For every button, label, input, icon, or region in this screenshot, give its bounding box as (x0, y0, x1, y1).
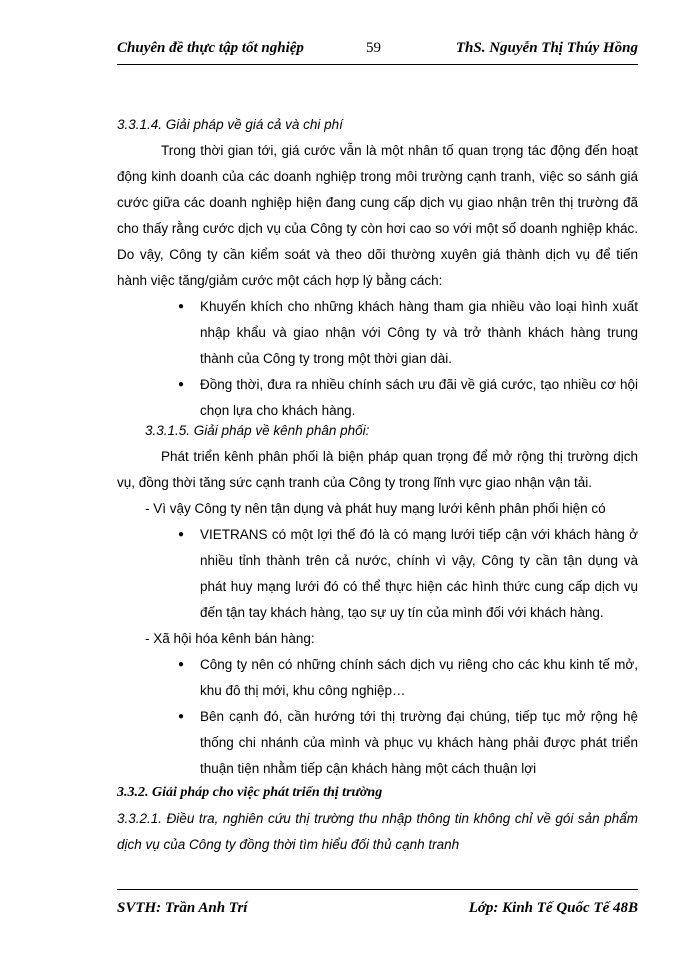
footer-left: SVTH: Trần Anh Trí (117, 900, 248, 916)
footer-rule (117, 889, 638, 890)
dash-item-1: - Vì vậy Công ty nên tận dụng và phát huy mạng lưới kênh phân phối hiện có (145, 501, 606, 516)
bullet-item: ● Bên cạnh đó, cần hướng tới thị trường đại chúng, tiếp tục mở rộng hệ thống chi nhánh của mình và phục vụ khách hàng phải được phát triển thuận tiện nhằm tiếp cận khách hàng một cách thuận lợi (200, 704, 638, 782)
section-3315-title: 3.3.1.5. Giải pháp về kênh phân phối: (145, 423, 370, 438)
header-rule (117, 64, 638, 65)
section-3321-text: 3.3.2.1. Điều tra, nghiên cứu thị trường thu nhập thông tin không chỉ về gói sản phẩm dịch vụ của Công ty đồng thời tìm hiểu đối thủ cạnh tranh (117, 811, 638, 852)
section-3314-bullets (200, 294, 638, 424)
bullet-item: ● VIETRANS có một lợi thế đó là có mạng lưới tiếp cận với khách hàng ở nhiều tỉnh thành trên cả nước, chính vì vậy, Công ty cần tận dụng và phát huy mạng lưới đó có thể thực hiện các hình thức cung cấp dịch vụ đến tận tay khách hàng, tạo sự uy tín của mình đối với khách hàng. (200, 522, 638, 626)
page-number: 59 (366, 40, 381, 56)
dash-item-2: - Xã hội hóa kênh bán hàng: (145, 631, 315, 646)
section-332-title: 3.3.2. Giải pháp cho việc phát triển thị trường (117, 785, 383, 800)
section-3314-paragraph: Trong thời gian tới, giá cước vẫn là một nhân tố quan trọng tác động đến hoạt động kinh doanh của các doanh nghiệp trong môi trường cạnh tranh, việc so sánh giá cước giữa các doanh nghiệp hiện đang cung cấp dịch vụ giao nhận trên thị trường đã cho thấy rằng cước dịch vụ của Công ty còn hơi cao so với một số doanh nghiệp khác. Do vậy, Công ty cần kiểm soát và theo dõi thường xuyên giá thành dịch vụ để tiến hành việc tăng/giảm cước một cách hợp lý bằng cách: (117, 143, 638, 288)
section-3315-bullets-2 (200, 652, 638, 782)
header-left: Chuyên đề thực tập tốt nghiệp (117, 40, 304, 56)
section-3315-paragraph: Phát triển kênh phân phối là biện pháp quan trọng để mở rộng thị trường dịch vụ, đồng thời tăng sức cạnh tranh của Công ty trong lĩnh vực giao nhận vận tải. (117, 449, 638, 490)
bullet-item: ● Khuyến khích cho những khách hàng tham gia nhiều vào loại hình xuất nhập khẩu và giao nhận với Công ty và trở thành khách hàng trung thành của Công ty trong một thời gian dài. (200, 294, 638, 372)
bullet-item: ● Đồng thời, đưa ra nhiều chính sách ưu đãi về giá cước, tạo nhiều cơ hội chọn lựa cho khách hàng. (200, 372, 638, 424)
footer-right: Lớp: Kinh Tế Quốc Tế 48B (468, 900, 638, 916)
header-right: ThS. Nguyễn Thị Thúy Hồng (455, 40, 638, 56)
bullet-item: ● Công ty nên có những chính sách dịch vụ riêng cho các khu kinh tế mở, khu đô thị mới, khu công nghiệp… (200, 652, 638, 704)
section-3315-bullets-1 (200, 522, 638, 626)
section-3314-title: 3.3.1.4. Giải pháp về giá cả và chi phí (117, 117, 343, 132)
